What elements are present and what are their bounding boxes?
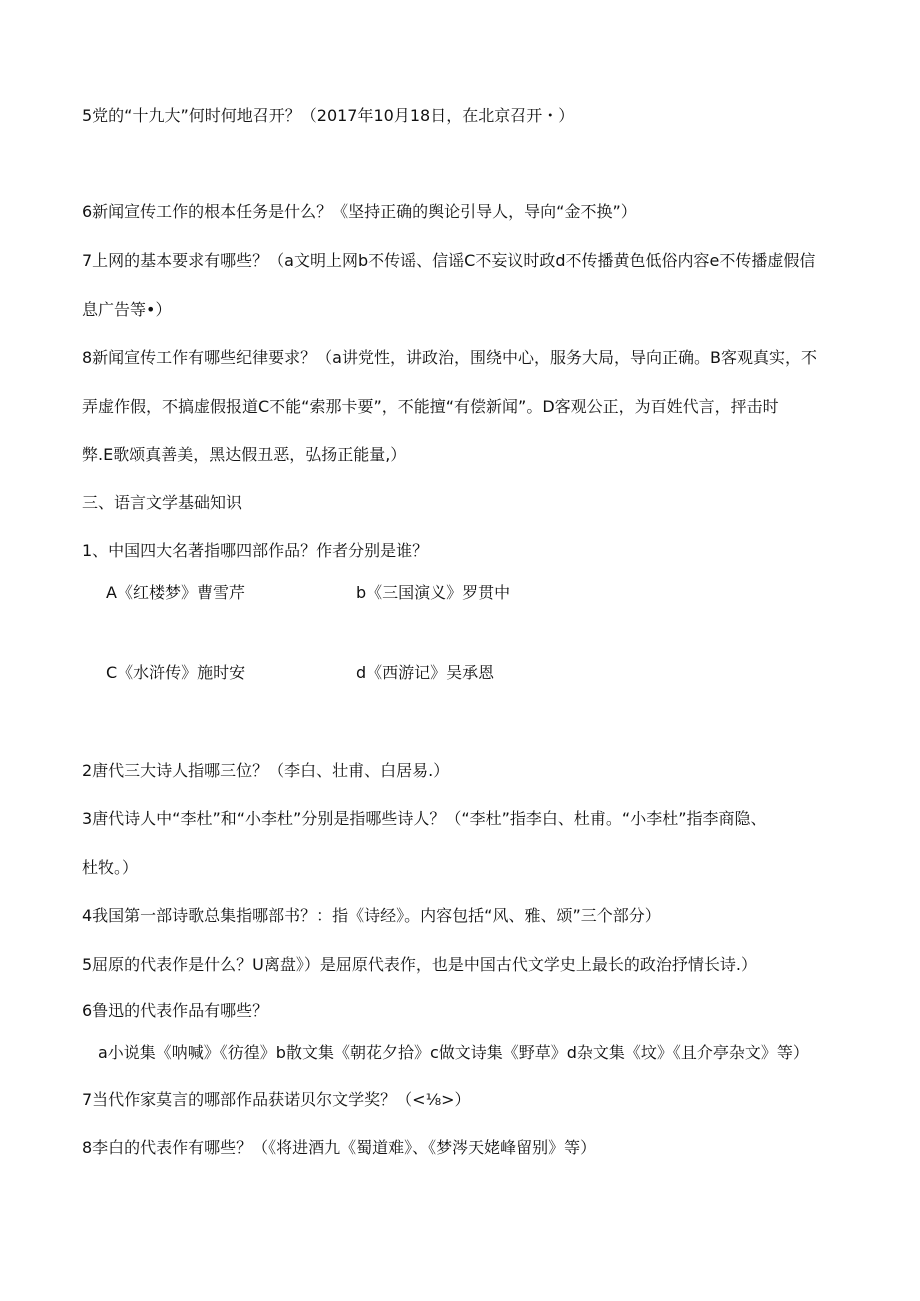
question-8-li-bai: 8李白的代表作有哪些？（《将进酒九《蜀道难》、《梦涔天姥峰留别》等） (82, 1138, 597, 1157)
question-3-continuation: 杜牧。） (82, 858, 139, 877)
answer-red-chamber: A《红楼梦》曹雪芹 (106, 583, 245, 602)
question-2-tang-poets: 2唐代三大诗人指哪三位？（李白、壮甫、白居易.） (82, 761, 450, 780)
question-7-continuation: 息广告等•） (82, 300, 172, 319)
section-heading: 三、语言文学基础知识 (82, 493, 243, 512)
question-1-four-classics: 1、中国四大名著指哪四部作品？作者分别是谁？ (82, 541, 429, 560)
answer-water-margin: C《水浒传》施时安 (106, 663, 246, 682)
question-3-li-du: 3唐代诗人中“李杜”和“小李杜”分别是指哪些诗人？（“李杜”指李白、杜甫。“小李杜”指李商隐、 (82, 809, 767, 828)
question-6-news-task: 6新闻宣传工作的根本任务是什么？《坚持正确的舆论引导人，导向“金不换”） (82, 202, 637, 221)
question-6-lu-xun: 6鲁迅的代表作品有哪些？ (82, 1001, 269, 1020)
question-4-book-of-songs: 4我国第一部诗歌总集指哪部书？：指《诗经》。内容包括“风、雅、颂”三个部分） (82, 906, 661, 925)
question-8-continuation-1: 弄虚作假，不搞虚假报道C不能“索那卡要”，不能擅“有偿新闻”。D客观公正，为百姓代言，抨击时 (82, 397, 779, 416)
question-8-continuation-2: 弊.E歌颂真善美，黑达假丑恶，弘扬正能量,） (82, 445, 407, 464)
question-5-nineteenth-congress: 5党的“十九大”何时何地召开？（2017年10月18日，在北京召开・） (82, 106, 575, 125)
question-5-qu-yuan: 5屈原的代表作是什么？U离盘》）是屈原代表作，也是中国古代文学史上最长的政治抒情长诗.） (82, 955, 757, 974)
question-8-discipline: 8新闻宣传工作有哪些纪律要求？（a讲党性，讲政治，围绕中心，服务大局，导向正确。B客观真实，不 (82, 348, 817, 367)
answer-three-kingdoms: b《三国演义》罗贯中 (356, 583, 511, 602)
answer-journey-west: d《西游记》吴承恩 (356, 663, 495, 682)
answer-lu-xun-works: a小说集《呐喊》《彷徨》b散文集《朝花夕拾》c做文诗集《野草》d杂文集《坟》《且介亭杂文》等） (98, 1043, 809, 1062)
question-7-mo-yan: 7当代作家莫言的哪部作品获诺贝尔文学奖？（<⅛>） (82, 1090, 471, 1109)
question-7-internet-requirements: 7上网的基本要求有哪些？（a文明上网b不传谣、信谣C不妄议时政d不传播黄色低俗内容e不传播虚假信 (82, 251, 816, 270)
